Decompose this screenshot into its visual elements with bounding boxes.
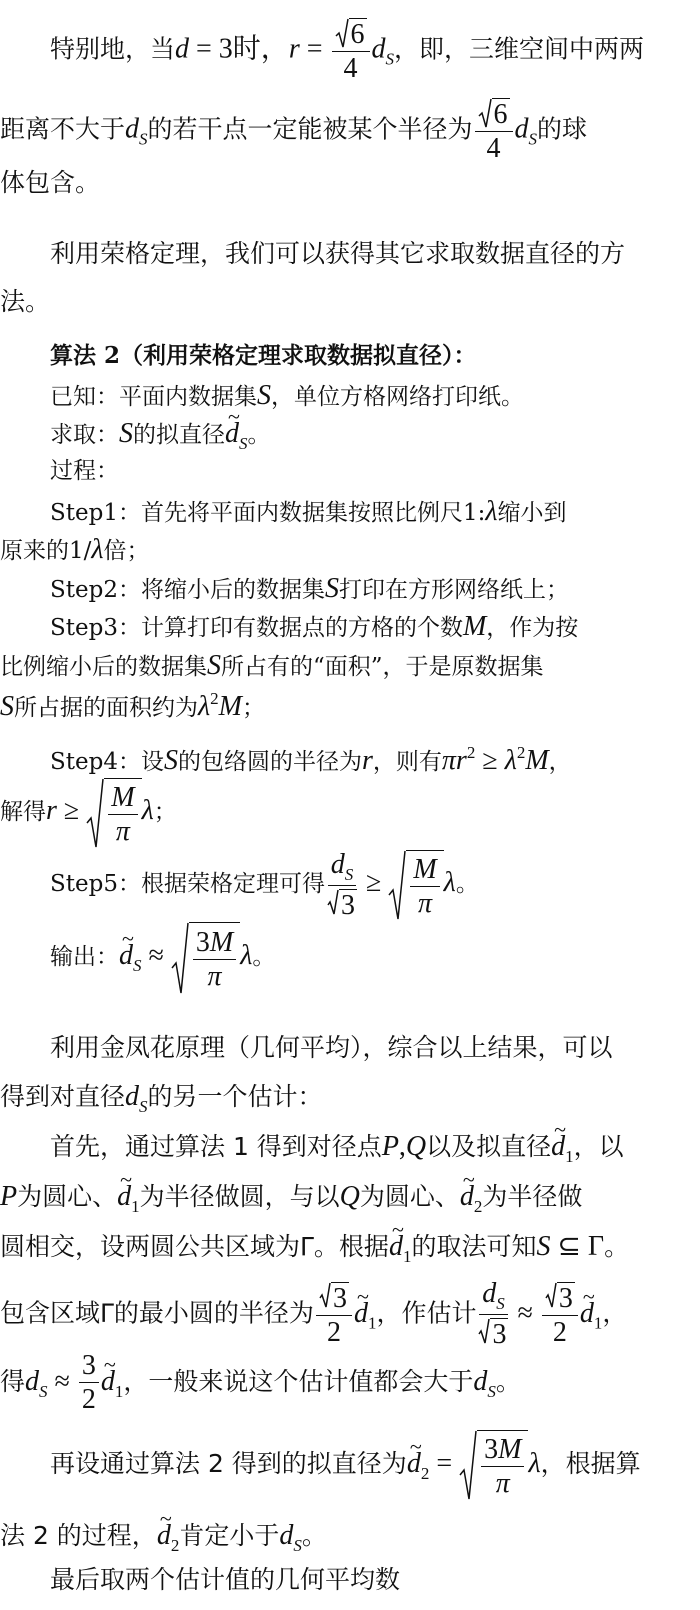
- para3-line2: 得到对直径$d_S$的另一个估计：: [0, 1081, 323, 1116]
- para3-line3: 首先，通过算法 1 得到对径点P,Q以及拟直径~ $d_1$，以: [50, 1133, 624, 1165]
- sqrt-m-over-pi: $\frac{M}{\pi}$: [86, 778, 141, 848]
- algo-step1-line1: Step1：首先将平面内数据集按照比例尺1:λ缩小到: [50, 496, 567, 527]
- algo-step4-line1: Step4：设S的包络圆的半径为r，则有$\pi r^2 \ge \lambda^2M$，: [50, 743, 572, 776]
- para3-line1: 利用金凤花原理（几何平均），综合以上结果，可以: [50, 1033, 613, 1062]
- algo-step3-line3: S所占据的面积约为$\lambda^2M$；: [0, 689, 265, 722]
- fraction-sqrt6-over-4: $\frac{6}{4}$: [332, 18, 370, 83]
- para2-line2: 法。: [0, 287, 51, 316]
- para3-line5: 圆相交，设两圆公共区域为Γ。根据~ $d_1$的取法可知S ⊆ Γ。: [0, 1233, 629, 1265]
- algo-find: 求取：S的拟直径~ $d_S$。: [50, 420, 271, 452]
- para4-line1: 再设通过算法 2 得到的拟直径为~ $d_2$ = $\frac{3M}{\pi}$ λ，根据算: [50, 1430, 641, 1500]
- algo-known: 已知：平面内数据集S，单位方格网络打印纸。: [50, 380, 524, 411]
- algo-step5: Step5：根据荣格定理可得 $\frac{d_S}{3}$ ≥ $\frac{M}{\pi}$ λ。: [50, 848, 479, 921]
- para1-line1: 特别地，当d = 3时，r = $\frac{6}{4}$ $d_S$，即，三维空间中两两: [50, 19, 645, 84]
- para4-line2: 法 2 的过程，~ $d_2$肯定小于$d_S$。: [0, 1522, 327, 1554]
- para3-line4: P为圆心、~ $d_1$为半径做圆，与以Q为圆心、~ $d_2$为半径做: [0, 1183, 582, 1215]
- algo-step2: Step2：将缩小后的数据集S打印在方形网络纸上；: [50, 573, 569, 604]
- algo-step3-line1: Step3：计算打印有数据点的方格的个数M，作为按: [50, 611, 579, 642]
- algo-process: 过程：: [50, 458, 119, 484]
- para3-line6: 包含区域Γ的最小圆的半径为 $\frac{3}{2}$ ~ $d_1$，作估计 $\frac{d_S}{3}$ ≈ $\frac{3}{2}$ ~ $d_1$，: [0, 1280, 627, 1349]
- para4-line3: 最后取两个估计值的几何平均数: [50, 1565, 401, 1594]
- algo-output: 输出：~ $d_S$ ≈ $\frac{3M}{\pi}$ λ。: [50, 922, 275, 994]
- algo-step1-line2: 原来的1/λ倍；: [0, 534, 150, 565]
- algo-title: 算法 2（利用荣格定理求取数据拟直径）：: [50, 342, 477, 369]
- algo-step4-line2: 解得r ≥ $\frac{M}{\pi}$ λ；: [0, 778, 177, 848]
- para2-line1: 利用荣格定理，我们可以获得其它求取数据直径的方: [50, 239, 626, 268]
- para1-line3: 体包含。: [0, 168, 101, 197]
- algo-step3-line2: 比例缩小后的数据集S所占有的“面积”，于是原数据集: [0, 650, 544, 681]
- para1-line2: 距离不大于$d_S$的若干点一定能被某个半径为 $\frac{6}{4}$ $d_S$的球: [0, 99, 588, 164]
- para3-line7: 得$d_S$ ≈ $\frac{3}{2}$ ~ $d_1$，一般来说这个估计值都会大于$d_S$。: [0, 1352, 521, 1414]
